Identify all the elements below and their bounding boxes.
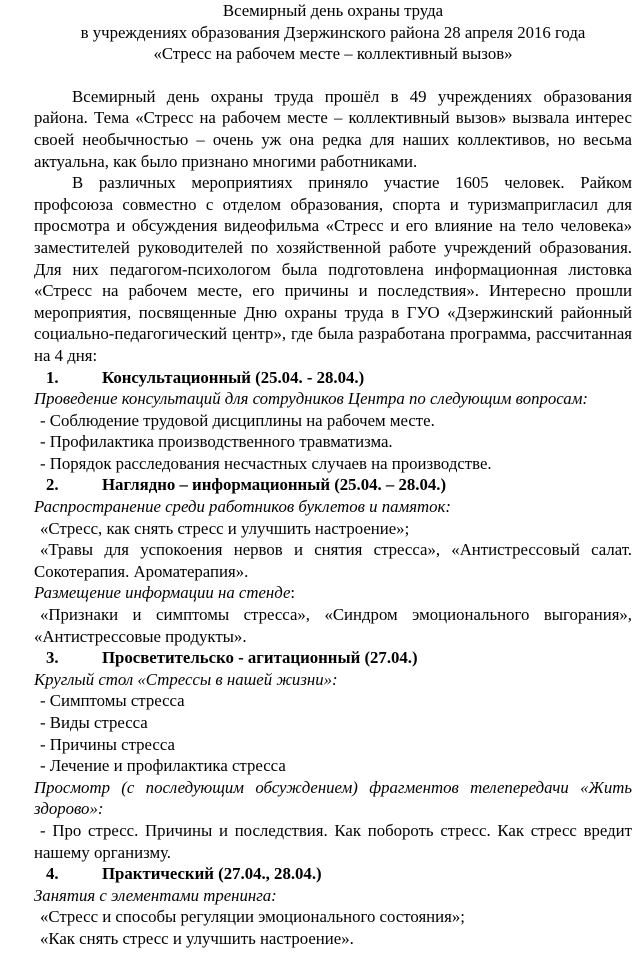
quote-line: «Травы для успокоения нервов и снятия стресса», «Антистрессовый салат. Сокотерапия. Ароматерапия». (34, 540, 632, 581)
section-2-intro: Распространение среди работников буклетов и памяток: (34, 497, 451, 517)
section-number: 3. (46, 648, 59, 668)
section-number: 1. (46, 367, 59, 387)
section-title: Просветительско - агитационный (27.04.) (102, 648, 418, 668)
list-item: - Лечение и профилактика стресса (40, 756, 286, 776)
list-item: - Причины стресса (40, 734, 175, 754)
section-1-heading (34, 367, 632, 389)
title-line-2: в учреждениях образования Дзержинского района 28 апреля 2016 года (80, 22, 586, 42)
stand-colon: : (290, 583, 296, 603)
section-2-heading (34, 474, 632, 496)
list-item: - Соблюдение трудовой дисциплины на рабочем месте. (40, 410, 435, 430)
intro-paragraph-1: Всемирный день охраны труда прошёл в 49 учреждениях образования района. Тема «Стресс на рабочем месте – коллективный вызов» вызвала интерес своей необычностью – очень уж она редка для наших коллективов, но весьма актуальна, как было признано многими работниками. (34, 86, 632, 171)
list-item: - Виды стресса (40, 713, 148, 732)
title-line-3: «Стресс на рабочем месте – коллективный вызов» (153, 44, 513, 64)
stand-label: Размещение информации на стенде (34, 583, 291, 603)
list-item: - Симптомы стресса (40, 691, 185, 711)
document-header (34, 0, 632, 65)
list-item: - Профилактика производственного травматизма. (40, 432, 393, 452)
section-4-intro: Занятия с элементами тренинга: (34, 885, 277, 905)
list-item: - Про стресс. Причины и последствия. Как побороть стресс. Как стресс вредит нашему организму. (34, 820, 632, 862)
section-number: 4. (46, 864, 59, 884)
section-4-heading (34, 863, 632, 885)
list-item: - Порядок расследования несчастных случаев на производстве. (40, 453, 492, 473)
section-number: 2. (46, 475, 59, 495)
intro-paragraph-2: В различных мероприятиях приняло участие 1605 человек. Райком профсоюза совместно с отделом образования, спорта и туризмапригласил для просмотра и обсуждения видеофильма «Стресс и его влияние на тело человека» заместителей руководителей по хозяйственной работе учреждений образования. Для них педагогом-психологом была подготовлена информационная листовка «Стресс на рабочем месте, его причины и последствия». Интересно прошли мероприятия, посвященные Дню охраны труда в ГУО «Дзержинский районный социально-педагогический центр», где была разработана программа, рассчитанная на 4 дня: (34, 173, 632, 365)
quote-line: «Как снять стресс и улучшить настроение». (40, 928, 354, 948)
section-title: Практический (27.04., 28.04.) (102, 864, 322, 884)
section-title: Наглядно – информационный (25.04. – 28.04.) (102, 475, 447, 495)
section-3-heading (34, 647, 632, 669)
quote-line: «Признаки и симптомы стресса», «Синдром эмоционального выгорания», «Антистрессовые продукты». (34, 605, 632, 646)
section-3-video-intro: Просмотр (с последующим обсуждением) фрагментов телепередачи «Жить здорово»: (34, 777, 632, 819)
quote-line: «Стресс и способы регуляции эмоционального состояния»; (40, 907, 465, 927)
quote-line: «Стресс, как снять стресс и улучшить настроение»; (40, 518, 410, 538)
section-2-stand-heading (34, 582, 632, 604)
title-line-1: Всемирный день охраны труда (222, 1, 444, 20)
section-title: Консультационный (25.04. - 28.04.) (102, 367, 365, 387)
section-3-intro: Круглый стол «Стрессы в нашей жизни»: (34, 669, 338, 689)
section-1-intro: Проведение консультаций для сотрудников Центра по следующим вопросам: (34, 389, 589, 409)
